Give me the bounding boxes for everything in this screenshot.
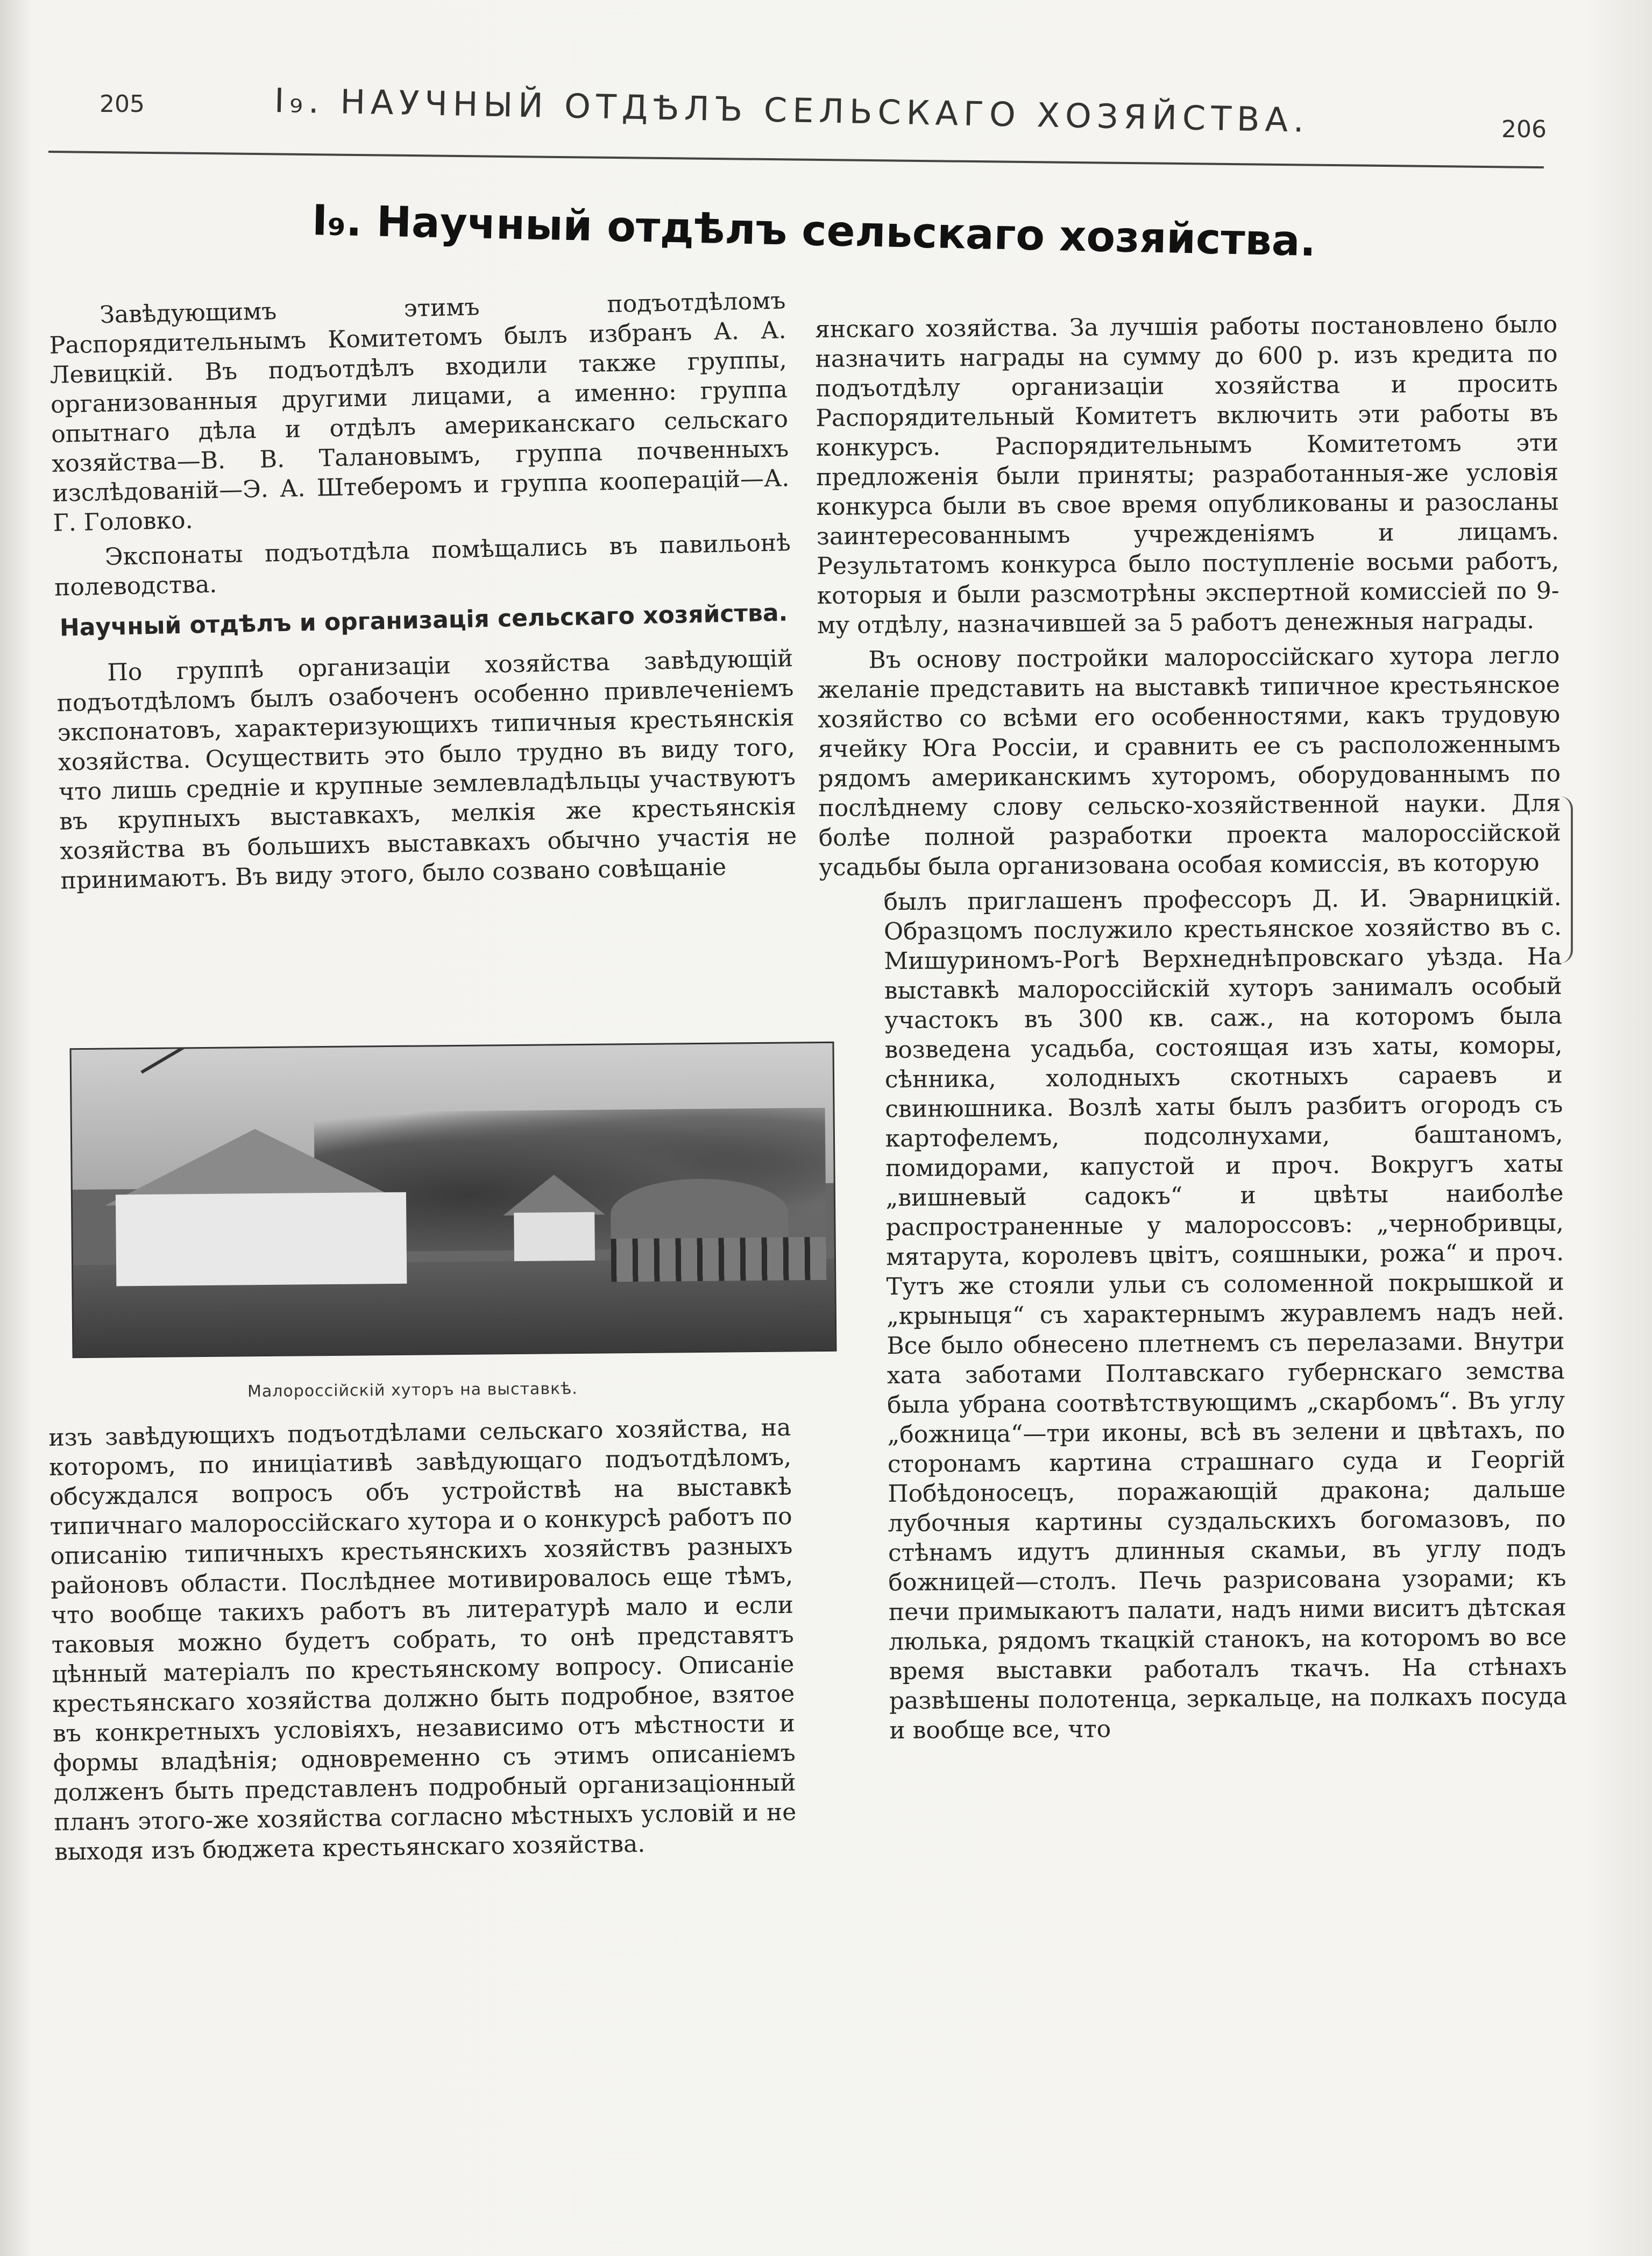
page-title: I₉. Научный отдѣлъ сельскаго хозяйства. bbox=[311, 196, 1317, 266]
paragraph: Экспонаты подъотдѣла помѣщались въ павильонѣ полеводства. bbox=[54, 529, 791, 602]
left-column-bottom bbox=[48, 1413, 797, 1872]
margin-bracket bbox=[1560, 796, 1573, 963]
paragraph: былъ приглашенъ профессоръ Д. И. Эварницкій. Образцомъ послужило крестьянское хозяйство въ с. Мишуриномъ-Рогѣ Верхнеднѣпровскаго уѣзда. На выставкѣ малороссійскій хуторъ занималъ особый участокъ въ 300 кв. саж., на которомъ была возведена усадьба, состоящая изъ хаты, коморы, сѣнника, холодныхъ скотныхъ сараевъ и свинюшника. Возлѣ хаты былъ разбитъ огородъ съ картофелемъ, подсолнухами, баштаномъ, помидорами, капустой и проч. Вокругъ хаты „вишневый садокъ“ и цвѣты наиболѣе распространенные у малороссовъ: „чернобривцы, мятарута, королевъ цвітъ, сояшныки, рожа“ и проч. Тутъ же стояли ульи съ соломенной покрышкой и „крыныця“ съ характернымъ журавлемъ надъ ней. Все было обнесено плетнемъ съ перелазами. Внутри хата заботами Полтавскаго губернскаго земства была убрана соотвѣтствующимъ „скарбомъ“. Въ углу „божница“—три иконы, всѣ въ зелени и цвѣтахъ, по сторонамъ картина страшнаго суда и Георгій Побѣдоносецъ, поражающій дракона; дальше лубочныя картины суздальскихъ богомазовъ, по стѣнамъ идутъ длинныя скамьи, въ углу подъ божницей—столъ. Печь разрисована узорами; къ печи примыкаютъ палати, надъ ними виситъ дѣтская люлька, рядомъ ткацкій станокъ, на которомъ во все время выставки работалъ ткачъ. На стѣнахъ развѣшены полотенца, зеркальце, на полкахъ посуда и вообще все, что bbox=[883, 883, 1568, 1745]
photo-figure bbox=[72, 1043, 835, 1356]
page-number-right: 206 bbox=[1501, 116, 1547, 143]
running-header bbox=[48, 70, 1549, 151]
running-title: I₉. НАУЧНЫЙ ОТДѢЛЪ СЕЛЬСКАГО ХОЗЯЙСТВА. bbox=[274, 81, 1310, 140]
paragraph: янскаго хозяйства. За лучшія работы постановлено было назначить награды на сумму до 600 р. изъ кредита по подъотдѣлу организаціи хозяйства и просить Распорядительный Комитетъ включить эти работы въ конкурсъ. Распорядительнымъ Комитетомъ эти предложенія были приняты; разработанныя-же условія конкурса были въ свое время опубликованы и разосланы заинтересованнымъ учрежденіямъ и лицамъ. Результатомъ конкурса было поступленіе восьми работъ, которыя и были разсмотрѣны экспертной комиссіей по 9-му отдѣлу, назначившей за 5 работъ денежныя награды. bbox=[815, 310, 1559, 639]
paragraph: изъ завѣдующихъ подъотдѣлами сельскаго хозяйства, на которомъ, по иниціативѣ завѣдующаго подъотдѣломъ, обсуждался вопросъ объ устройствѣ на выставкѣ типичнаго малороссійскаго хутора и о конкурсѣ работъ по описанію типичныхъ крестьянскихъ хозяйствъ разныхъ районовъ области. Послѣднее мотивировалось еще тѣмъ, что вообще такихъ работъ въ литературѣ мало и если таковыя можно будетъ собрать, то онѣ представятъ цѣнный матеріалъ по крестьянскому вопросу. Описаніе крестьянскаго хозяйства должно быть подробное, взятое въ конкретныхъ условіяхъ, независимо отъ мѣстности и формы владѣнія; одновременно съ этимъ описаніемъ долженъ быть представленъ подробный организаціонный планъ этого-же хозяйства согласно мѣстныхъ условій и не выходя изъ бюджета крестьянскаго хозяйства. bbox=[48, 1413, 797, 1866]
paragraph: По группѣ организаціи хозяйства завѣдующій подъотдѣломъ былъ озабоченъ особенно привлеченіемъ экспонатовъ, характеризующихъ типичныя крестьянскія хозяйства. Осуществить это было трудно въ виду того, что лишь средніе и крупные землевладѣльцы участвуютъ въ крупныхъ выставкахъ, мелкія же крестьянскія хозяйства въ большихъ выставкахъ обычно участія не принимаютъ. Въ виду этого, было созвано совѣщаніе bbox=[56, 645, 797, 895]
page-number-left: 205 bbox=[100, 90, 145, 118]
section-heading: Научный отдѣлъ и организація сельскаго хозяйства. bbox=[59, 599, 788, 642]
paragraph: Завѣдующимъ этимъ подъотдѣломъ Распорядительнымъ Комитетомъ былъ избранъ А. А. Левицкій. Въ подъотдѣлъ входили также группы, организованныя другими лицами, а именно: группа опытнаго дѣла и отдѣлъ американскаго сельскаго хозяйства—В. В. Талановымъ, группа почвенныхъ изслѣдованій—Э. А. Штеберомъ и группа кооперацій—А. Г. Головко. bbox=[49, 287, 790, 537]
paragraph: Въ основу постройки малороссійскаго хутора легло желаніе представить на выставкѣ типичное крестьянское хозяйство со всѣми его особенностями, какъ трудовую ячейку Юга Россіи, и сравнить ее съ расположеннымъ рядомъ американскимъ хуторомъ, оборудованнымъ по послѣднему слову сельско-хозяйственной науки. Для болѣе полной разработки проекта малороссійской усадьбы была организована особая комиссія, въ которую bbox=[817, 641, 1561, 881]
left-column-top bbox=[48, 286, 798, 901]
farmstead-photo bbox=[72, 1043, 835, 1356]
photo-caption: Малороссійскій хуторъ на выставкѣ. bbox=[247, 1379, 578, 1401]
right-column bbox=[815, 309, 1568, 1751]
header-rule bbox=[48, 151, 1544, 168]
